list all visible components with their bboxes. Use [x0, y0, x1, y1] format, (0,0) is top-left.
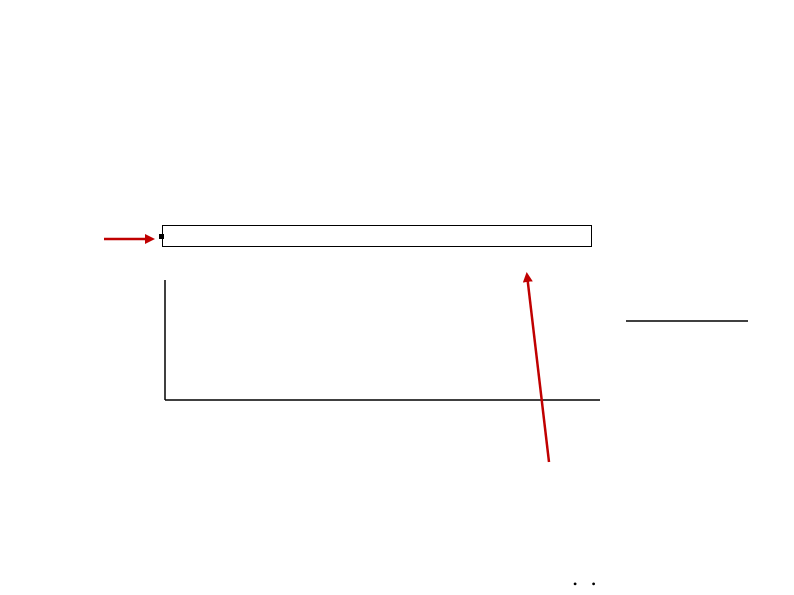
- journal-citation: [566, 577, 603, 592]
- odds-formula: [624, 270, 754, 375]
- bullet: •: [573, 577, 578, 591]
- bullet: •: [591, 577, 597, 591]
- maximum-arrow: [527, 275, 549, 462]
